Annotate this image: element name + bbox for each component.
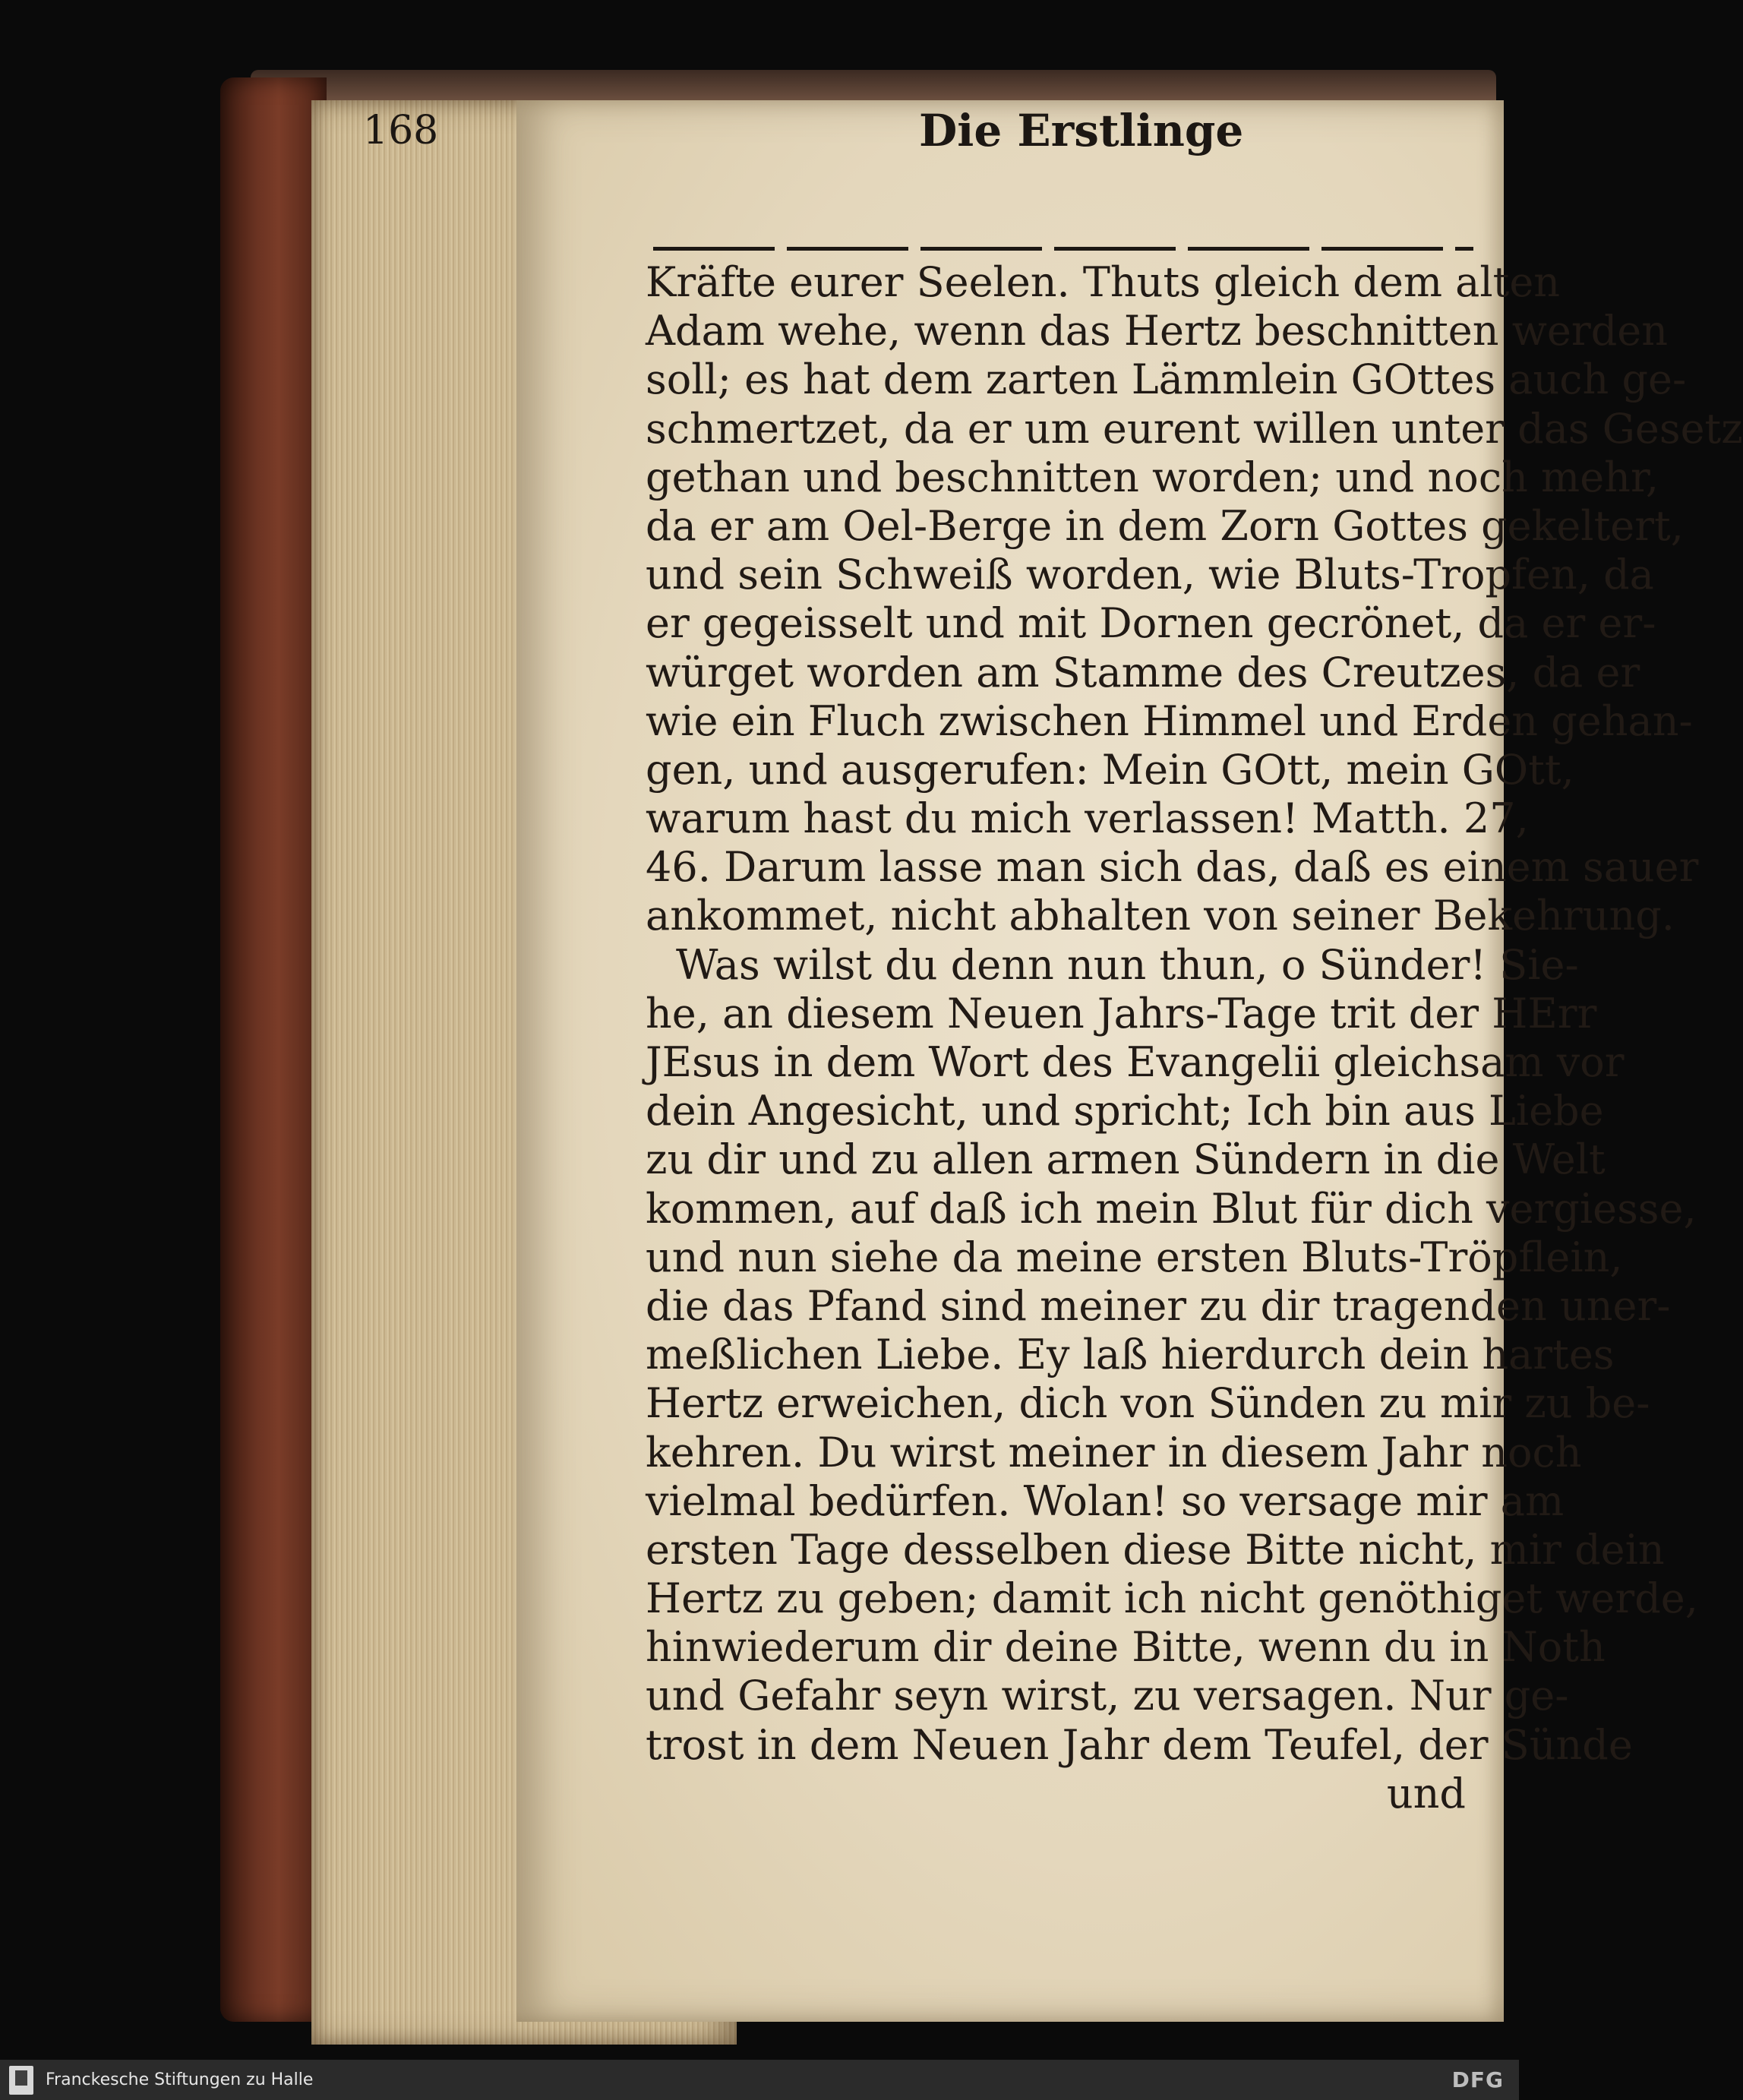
text-line: gethan und beschnitten worden; und noch mehr, [646,453,1659,501]
viewer-footer-bar [0,2060,1519,2100]
text-line: Was wilst du denn nun thun, o Sünder! Sie- [676,940,1579,989]
text-line: warum hast du mich verlassen! Matth. 27, [646,794,1529,843]
text-line: und sein Schweiß worden, wie Bluts-Tropfen, da [646,551,1654,599]
text-line: und nun siehe da meine ersten Bluts-Tröpflein, [646,1233,1623,1281]
catchword: und [1386,1769,1466,1817]
text-line: und Gefahr seyn wirst, zu versagen. Nur ge- [646,1672,1569,1720]
page-number: 168 [363,108,439,153]
text-line: he, an diesem Neuen Jahrs-Tage trit der HErr [646,989,1597,1037]
text-line: 46. Darum lasse man sich das, daß es einem sauer [646,843,1699,892]
text-line: die das Pfand sind meiner zu dir tragenden uner- [646,1281,1671,1330]
text-line: würget worden am Stamme des Creutzes, da er [646,648,1640,696]
running-title: Die Erstlinge [919,105,1244,156]
text-line: er gegeisselt und mit Dornen gecrönet, da er er- [646,599,1656,648]
text-line: Kräfte eurer Seelen. Thuts gleich dem alten [646,258,1561,306]
text-line: gen, und ausgerufen: Mein GOtt, mein GOtt, [646,745,1574,794]
text-line: trost in dem Neuen Jahr dem Teufel, der Sünde [646,1720,1633,1769]
text-line: Adam wehe, wenn das Hertz beschnitten werden [646,307,1668,355]
footer-institution: Franckesche Stiftungen zu Halle [46,2070,314,2089]
header-rule [653,247,1473,251]
text-line: JEsus in dem Wort des Evangelii gleichsam vor [646,1038,1625,1086]
text-line: schmertzet, da er um eurent willen unter das Gesetz [646,404,1743,453]
text-line: ankommet, nicht abhalten von seiner Bekehrung. [646,892,1675,940]
dfg-logo: DFG [1451,2067,1504,2092]
text-line: da er am Oel-Berge in dem Zorn Gottes gekeltert, [646,501,1684,550]
text-line: Hertz zu geben; damit ich nicht genöthiget werde, [646,1574,1698,1623]
text-line: kommen, auf daß ich mein Blut für dich vergiesse, [646,1184,1697,1233]
text-line: soll; es hat dem zarten Lämmlein GOttes auch ge- [646,355,1687,404]
institution-logo-icon [9,2066,33,2095]
body-text [646,258,1743,1818]
text-line: Hertz erweichen, dich von Sünden zu mir zu be- [646,1379,1650,1428]
book-cover-spine [220,77,327,2022]
text-line: meßlichen Liebe. Ey laß hierdurch dein hartes [646,1331,1615,1379]
text-line: ersten Tage desselben diese Bitte nicht, mir dein [646,1525,1665,1574]
text-line: zu dir und zu allen armen Sündern in die Welt [646,1135,1606,1184]
text-line: wie ein Fluch zwischen Himmel und Erden gehan- [646,696,1693,745]
text-line: vielmal bedürfen. Wolan! so versage mir am [646,1476,1565,1525]
text-line: dein Angesicht, und spricht; Ich bin aus Liebe [646,1087,1604,1135]
book-cover-top [251,70,1496,100]
text-line: hinwiederum dir deine Bitte, wenn du in Noth [646,1623,1606,1672]
text-line: kehren. Du wirst meiner in diesem Jahr noch [646,1428,1582,1476]
